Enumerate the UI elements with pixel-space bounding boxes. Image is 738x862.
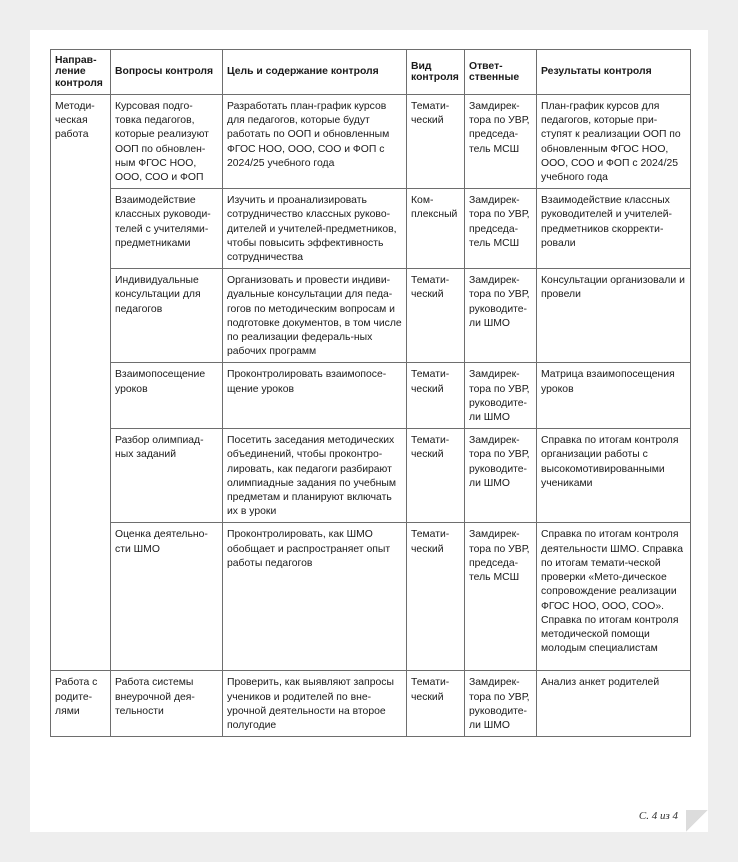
- header-direction: Направ-ление контроля: [51, 50, 111, 95]
- cell-direction: [51, 363, 111, 429]
- cell-responsible: Замдирек-тора по УВР, председа-тель МСШ: [465, 523, 537, 671]
- cell-responsible: Замдирек-тора по УВР, руководите-ли ШМО: [465, 269, 537, 363]
- table-header-row: [51, 50, 691, 95]
- table-row: [51, 189, 691, 269]
- cell-result: Справка по итогам контроля организации работы с высокомотивированными учениками: [537, 429, 691, 523]
- cell-goal: Разработать план-график курсов для педагогов, которые будут работать по ООП и обновленным ФГОС НОО, ООО, СОО и ФОП с 2024/25 учебного года: [223, 95, 407, 189]
- cell-type: Темати-ческий: [407, 363, 465, 429]
- cell-direction: [51, 269, 111, 363]
- header-type: Вид контроля: [407, 50, 465, 95]
- cell-question: Взаимопосещение уроков: [111, 363, 223, 429]
- cell-result: Матрица взаимопосещения уроков: [537, 363, 691, 429]
- cell-result: План-график курсов для педагогов, которые при-ступят к реализации ООП по обновленным ФГОС НОО, ООО, СОО и ФОП с 2024/25 учебного года: [537, 95, 691, 189]
- cell-direction: [51, 429, 111, 523]
- cell-question: Оценка деятельно-сти ШМО: [111, 523, 223, 671]
- cell-result: Анализ анкет родителей: [537, 671, 691, 737]
- cell-goal: Проверить, как выявляют запросы учеников и родителей по вне-урочной деятельности на второе полугодие: [223, 671, 407, 737]
- cell-responsible: Замдирек-тора по УВР, председа-тель МСШ: [465, 95, 537, 189]
- cell-result: Консультации организовали и провели: [537, 269, 691, 363]
- table-row: [51, 95, 691, 189]
- cell-responsible: Замдирек-тора по УВР, руководите-ли ШМО: [465, 363, 537, 429]
- cell-direction: Работа с родите-лями: [51, 671, 111, 737]
- cell-goal: Проконтролировать, как ШМО обобщает и распространяет опыт работы педагогов: [223, 523, 407, 671]
- cell-question: Работа системы внеурочной дея-тельности: [111, 671, 223, 737]
- cell-goal: Проконтролировать взаимопосе-щение уроков: [223, 363, 407, 429]
- header-responsible: Ответ-ственные: [465, 50, 537, 95]
- cell-question: Индивидуальные консультации для педагогов: [111, 269, 223, 363]
- cell-question: Разбор олимпиад-ных заданий: [111, 429, 223, 523]
- page-corner-fold: [686, 810, 708, 832]
- cell-type: Темати-ческий: [407, 269, 465, 363]
- cell-result: Справка по итогам контроля деятельности ШМО. Справка по итогам темати-ческой проверки «Мето-дическое сопровождение реализации ФГОС НОО, ООО, СОО». Справка по итогам контроля методической помощи молодым специалистам: [537, 523, 691, 671]
- table-row: [51, 363, 691, 429]
- cell-type: Темати-ческий: [407, 429, 465, 523]
- cell-direction: Методи-ческая работа: [51, 95, 111, 189]
- table-row: [51, 269, 691, 363]
- cell-type: Темати-ческий: [407, 95, 465, 189]
- cell-type: Темати-ческий: [407, 523, 465, 671]
- control-plan-table: [50, 49, 691, 737]
- page-number: С. 4 из 4: [638, 810, 678, 822]
- cell-responsible: Замдирек-тора по УВР, руководите-ли ШМО: [465, 671, 537, 737]
- header-results: Результаты контроля: [537, 50, 691, 95]
- cell-responsible: Замдирек-тора по УВР, председа-тель МСШ: [465, 189, 537, 269]
- header-questions: Вопросы контроля: [111, 50, 223, 95]
- cell-direction: [51, 189, 111, 269]
- table-row: [51, 671, 691, 737]
- cell-goal: Организовать и провести индиви-дуальные консультации для педа-гогов по методическим вопросам и подготовке документов, в том числе по реализации федераль-ных рабочих программ: [223, 269, 407, 363]
- cell-responsible: Замдирек-тора по УВР, руководите-ли ШМО: [465, 429, 537, 523]
- cell-question: Взаимодействие классных руководи-телей с учителями-предметниками: [111, 189, 223, 269]
- cell-result: Взаимодействие классных руководителей и учителей-предметников скорректи-ровали: [537, 189, 691, 269]
- cell-type: Ком-плексный: [407, 189, 465, 269]
- table-row: [51, 523, 691, 671]
- cell-goal: Изучить и проанализировать сотрудничество классных руково-дителей и учителей-предметников, чтобы повысить эффективность сотрудничества: [223, 189, 407, 269]
- cell-question: Курсовая подго-товка педагогов, которые реализуют ООП по обновлен-ным ФГОС НОО, ООО, СОО и ФОП: [111, 95, 223, 189]
- cell-type: Темати-ческий: [407, 671, 465, 737]
- cell-direction: [51, 523, 111, 671]
- document-page: [30, 30, 708, 832]
- table-row: [51, 429, 691, 523]
- header-goal: Цель и содержание контроля: [223, 50, 407, 95]
- cell-goal: Посетить заседания методических объединений, чтобы проконтро-лировать, как педагоги разбирают олимпиадные задания по учебным предметам и планируют включать их в уроки: [223, 429, 407, 523]
